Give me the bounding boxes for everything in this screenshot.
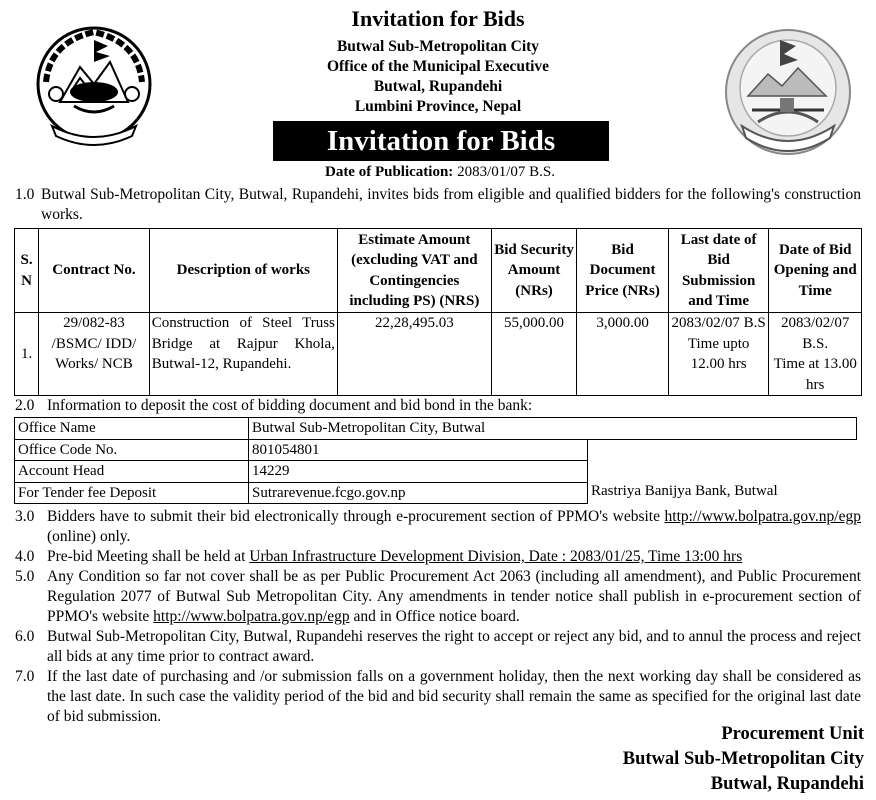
signature-org: Butwal Sub-Metropolitan City	[622, 749, 864, 769]
butwal-municipality-logo-icon	[722, 26, 854, 158]
clause-5-text	[47, 567, 861, 627]
clause-5-text-a: Any Condition so far not cover shall be as per Public Procurement Act 2063 (including all amendment), and Public Procurement Regulation 2077 of Butwal Sub Metropolitan City. Any amendments in tender notice shall publish in e-procurement section of PPMO's website	[47, 568, 861, 625]
bank-label: For Tender fee Deposit	[15, 482, 249, 504]
clause-7-text: If the last date of purchasing and /or submission falls on a government holiday, then the next working day shall be considered as the last date. In such case the validity period of the bid and bid security shall remain the same as specified for the original last date of bid submission.	[47, 668, 861, 725]
clause-5-text-b: and in Office notice board.	[349, 608, 520, 625]
office-name: Office of the Municipal Executive	[326, 58, 550, 75]
table-row	[15, 439, 857, 461]
clause-3-text-b: (online) only.	[47, 528, 131, 545]
signature-location: Butwal, Rupandehi	[710, 774, 864, 794]
cell-last-date	[668, 313, 769, 396]
page-title: Invitation for Bids	[351, 6, 525, 31]
publication-date-label: Date of Publication:	[324, 164, 454, 180]
clause-4-text	[47, 547, 861, 567]
cell-opening-date	[769, 313, 862, 396]
bank-info-table	[14, 417, 857, 504]
table-row	[15, 418, 857, 440]
bid-table	[14, 228, 862, 396]
bank-label: Office Code No.	[15, 439, 249, 461]
clause-number: 5.0	[15, 568, 35, 585]
col-header-sn: S. N	[15, 229, 39, 313]
last-time-value: Time upto 12.00 hrs	[687, 335, 750, 372]
col-header-last-date: Last date of Bid Submission and Time	[668, 229, 769, 313]
cell-estimate: 22,28,495.03	[337, 313, 491, 396]
clause-3-text-a: Bidders have to submit their bid electronically through e-procurement section of PPMO's website	[47, 508, 665, 525]
bank-value: 801054801	[249, 439, 588, 461]
cell-bid-security: 55,000.00	[491, 313, 577, 396]
bank-label: Account Head	[15, 461, 249, 483]
bolpatra-link[interactable]: http://www.bolpatra.gov.np/egp	[664, 508, 861, 525]
clause-number: 3.0	[15, 508, 35, 525]
province-country: Lumbini Province, Nepal	[354, 98, 522, 115]
cell-doc-price: 3,000.00	[577, 313, 669, 396]
clause-number: 7.0	[15, 668, 35, 685]
publication-date-value: 2083/01/07 B.S.	[457, 164, 555, 180]
clause-6-text: Butwal Sub-Metropolitan City, Butwal, Rupandehi reserves the right to accept or reject any bid, and to annul the process and reject all bids at any time prior to contract award.	[47, 628, 861, 665]
signature-unit: Procurement Unit	[721, 724, 864, 744]
opening-time-value: Time at 13.00 hrs	[773, 356, 857, 393]
last-date-value: 2083/02/07 B.S	[671, 315, 766, 331]
bank-value: 14229	[249, 461, 588, 483]
org-name: Butwal Sub-Metropolitan City	[336, 38, 540, 55]
col-header-estimate: Estimate Amount (excluding VAT and Contingencies including PS) (NRS)	[337, 229, 491, 313]
clause-number: 6.0	[15, 628, 35, 645]
col-header-doc-price: Bid Document Price (NRs)	[577, 229, 669, 313]
prebid-meeting-details: Urban Infrastructure Development Division, Date : 2083/01/25, Time 13:00 hrs	[249, 548, 743, 565]
publication-date	[240, 164, 640, 181]
nepal-national-emblem-icon	[30, 22, 158, 150]
opening-date-value: 2083/02/07 B.S.	[781, 315, 850, 352]
bank-value: Butwal Sub-Metropolitan City, Butwal	[249, 418, 857, 440]
clause-number: 4.0	[15, 548, 35, 565]
cell-description: Construction of Steel Truss Bridge at Rajpur Khola, Butwal-12, Rupandehi.	[149, 313, 337, 396]
col-header-contract-no: Contract No.	[39, 229, 150, 313]
col-header-bid-security: Bid Security Amount (NRs)	[491, 229, 577, 313]
city-district: Butwal, Rupandehi	[373, 78, 503, 95]
col-header-description: Description of works	[149, 229, 337, 313]
cell-sn: 1.	[15, 313, 39, 396]
clause-number: 1.0	[15, 186, 35, 203]
clause-number: 2.0	[15, 397, 35, 414]
clause-2-text: Information to deposit the cost of bidding document and bid bond in the bank:	[47, 397, 533, 414]
clause-1-text: Butwal Sub-Metropolitan City, Butwal, Rupandehi, invites bids from eligible and qualified bidders for the following's construction works.	[41, 186, 861, 223]
table-row	[15, 313, 862, 396]
bank-name: Rastriya Banijya Bank, Butwal	[588, 439, 857, 504]
clause-3-text	[47, 507, 861, 547]
cell-contract-no: 29/082-83 /BSMC/ IDD/ Works/ NCB	[39, 313, 150, 396]
bank-value: Sutrarevenue.fcgo.gov.np	[249, 482, 588, 504]
col-header-opening-date: Date of Bid Opening and Time	[769, 229, 862, 313]
clause-4-text-a: Pre-bid Meeting shall be held at	[47, 548, 250, 565]
bolpatra-link[interactable]: http://www.bolpatra.gov.np/egp	[153, 608, 350, 625]
bank-label: Office Name	[15, 418, 249, 440]
table-header-row	[15, 229, 862, 313]
title-banner: Invitation for Bids	[273, 121, 609, 161]
